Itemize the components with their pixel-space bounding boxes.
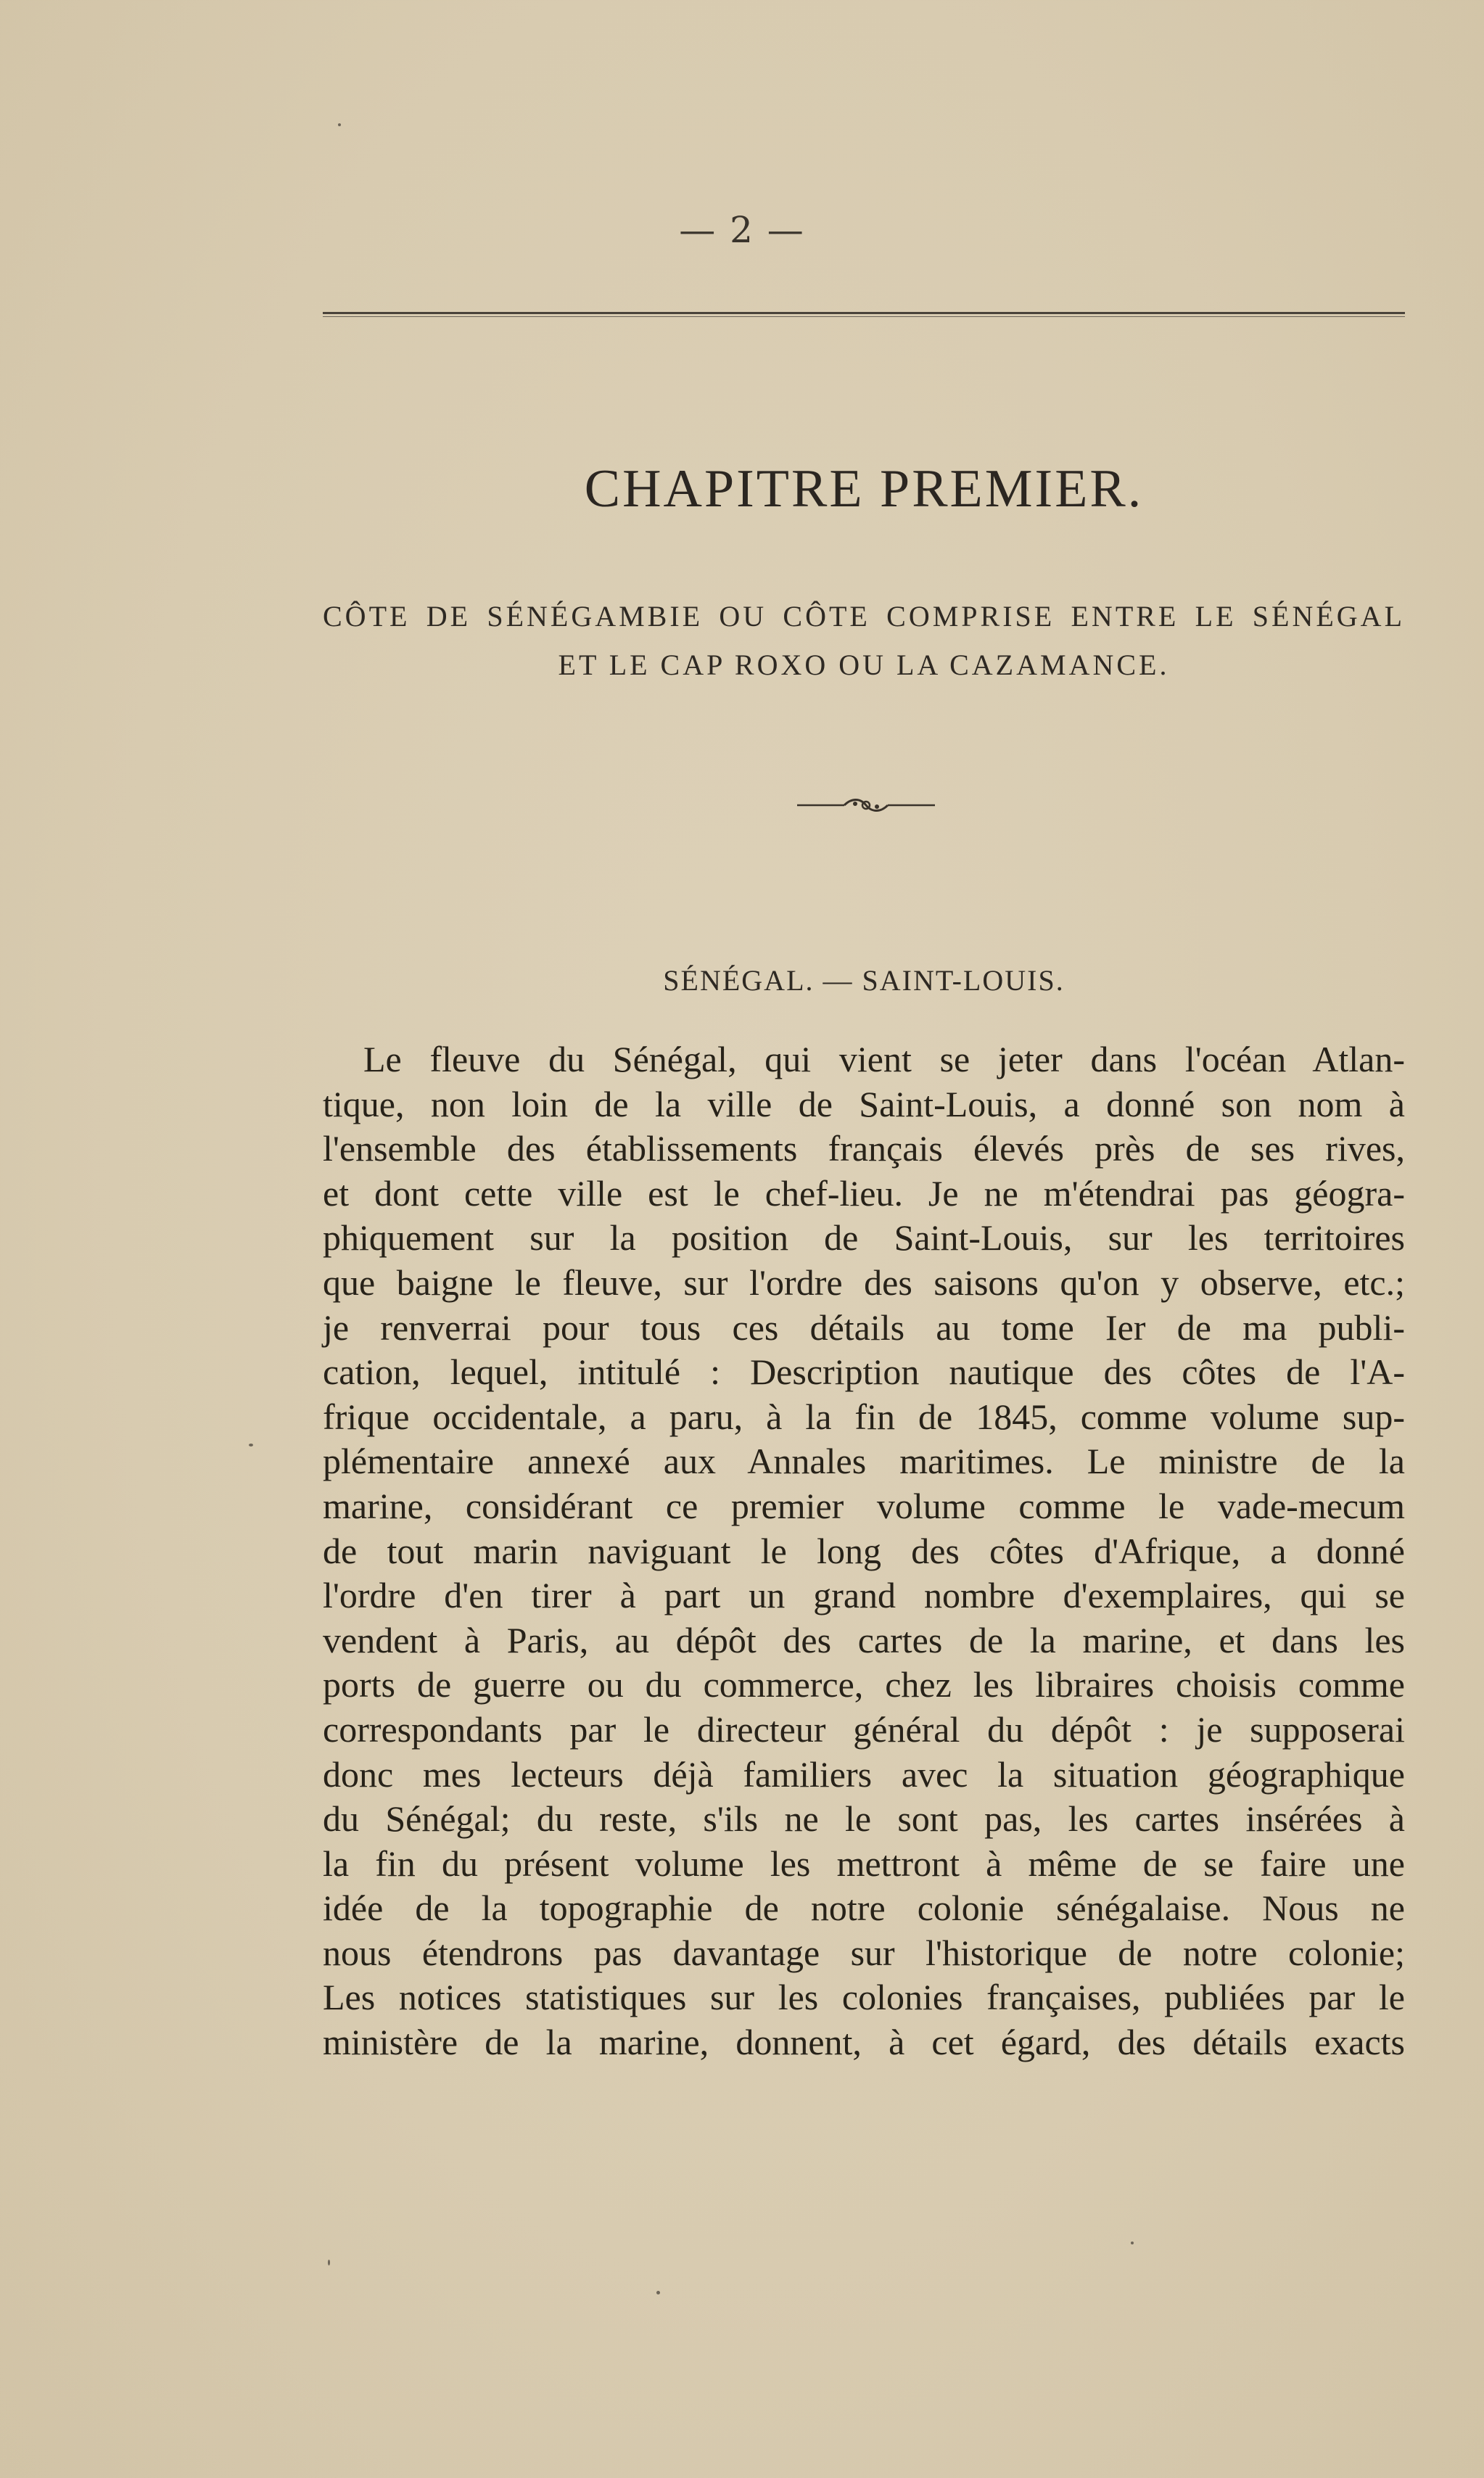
text-line: la fin du présent volume les mettront à même de se faire une (323, 1843, 1405, 1884)
paper-speck (1131, 2242, 1134, 2244)
chapter-subtitle-line-1: CÔTE DE SÉNÉGAMBIE OU CÔTE COMPRISE ENTRE LE SÉNÉGAL (323, 600, 1405, 633)
text-line: tique, non loin de la ville de Saint-Louis, a donné son nom à (323, 1083, 1405, 1124)
text-line: vendent à Paris, au dépôt des cartes de la marine, et dans les (323, 1619, 1405, 1660)
text-line: je renverrai pour tous ces détails au tome Ier de ma publi- (323, 1306, 1405, 1348)
paper-speck (656, 2291, 660, 2294)
text-line: phiquement sur la position de Saint-Louis, sur les territoires (323, 1217, 1405, 1259)
text-line: l'ordre d'en tirer à part un grand nombre d'exemplaires, qui se (323, 1575, 1405, 1616)
text-line: que baigne le fleuve, sur l'ordre des saisons qu'on y observe, etc.; (323, 1261, 1405, 1303)
text-line: donc mes lecteurs déjà familiers avec la situation géographique (323, 1753, 1405, 1795)
text-line: l'ensemble des établissements français élevés près de ses rives, (323, 1128, 1405, 1169)
text-line: et dont cette ville est le chef-lieu. Je ne m'étendrai pas géogra- (323, 1172, 1405, 1214)
paper-speck (338, 123, 341, 126)
text-line: plémentaire annexé aux Annales maritimes. Le ministre de la (323, 1441, 1405, 1482)
text-line: ports de guerre ou du commerce, chez les libraires choisis comme (323, 1664, 1405, 1705)
section-heading: SÉNÉGAL. — SAINT-LOUIS. (663, 964, 1065, 997)
text-line: correspondants par le directeur général du dépôt : je supposerai (323, 1708, 1405, 1750)
text-line: de tout marin naviguant le long des côtes d'Afrique, a donné (323, 1530, 1405, 1571)
text-line: ministère de la marine, donnent, à cet égard, des détails exacts (323, 2022, 1405, 2063)
text-line: Le fleuve du Sénégal, qui vient se jeter dans l'océan Atlan- (363, 1039, 1405, 1079)
header-double-rule (323, 312, 1405, 318)
chapter-title: CHAPITRE PREMIER. (584, 459, 1144, 519)
text-line: frique occidentale, a paru, à la fin de 1845, comme volume sup- (323, 1396, 1405, 1437)
chapter-subtitle-line-2: ET LE CAP ROXO OU LA CAZAMANCE. (558, 649, 1170, 681)
body-paragraph (323, 1037, 1405, 2065)
text-line: nous étendrons pas davantage sur l'historique de notre colonie; (323, 1932, 1405, 1973)
paper-speck (328, 2260, 330, 2265)
paper-speck (249, 1444, 253, 1446)
flourish-ornament-icon (793, 794, 939, 815)
text-line: du Sénégal; du reste, s'ils ne le sont pas, les cartes insérées à (323, 1798, 1405, 1840)
text-line: idée de la topographie de notre colonie sénégalaise. Nous ne (323, 1888, 1405, 1929)
text-line: Les notices statistiques sur les colonies françaises, publiées par le (323, 1977, 1405, 2018)
text-line: marine, considérant ce premier volume comme le vade-mecum (323, 1485, 1405, 1526)
page-number: — 2 — (679, 209, 805, 251)
text-line: cation, lequel, intitulé : Description nautique des côtes de l'A- (323, 1351, 1405, 1393)
